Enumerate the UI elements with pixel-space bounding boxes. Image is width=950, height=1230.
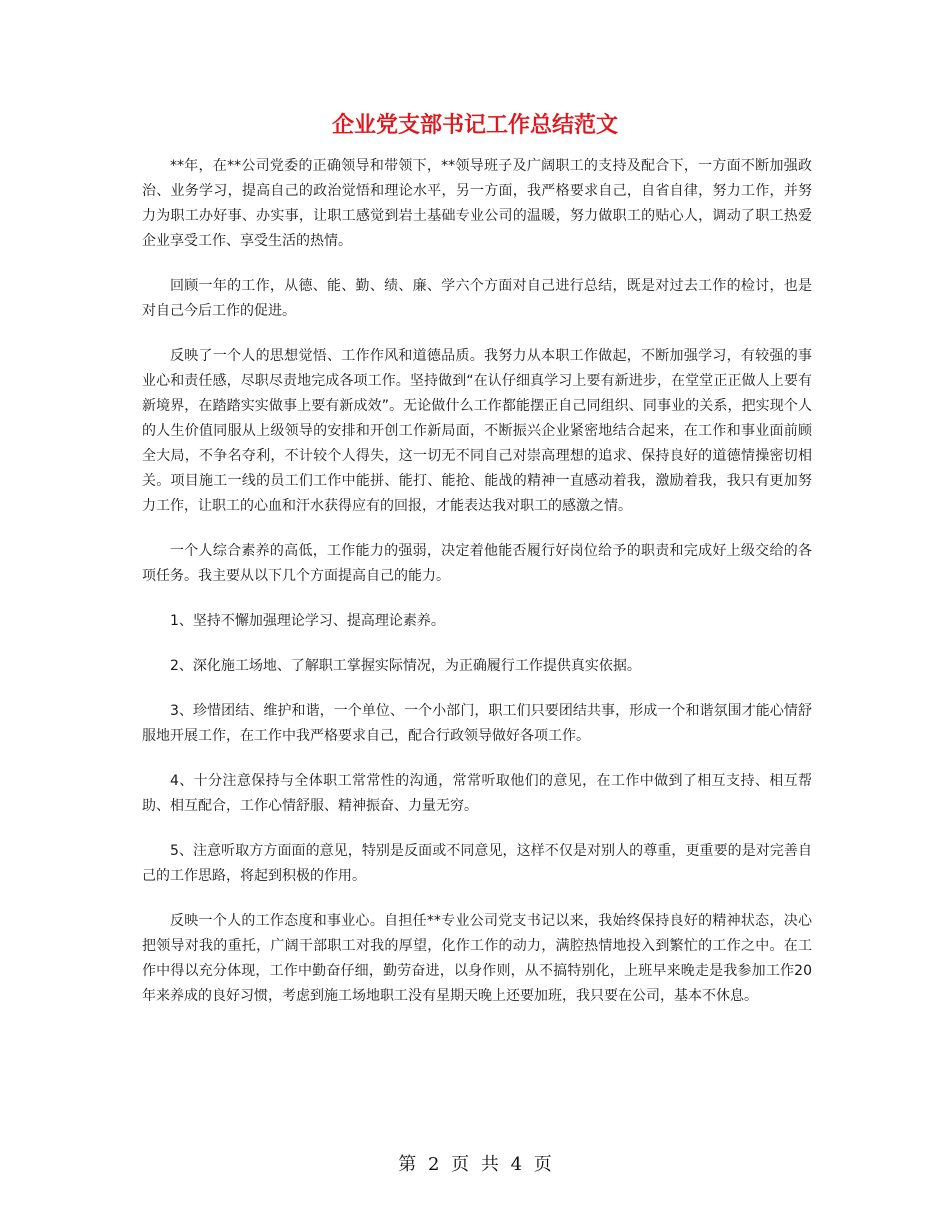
paragraph-review: 回顾一年的工作，从德、能、勤、绩、廉、学六个方面对自己进行总结，既是对过去工作的检讨，也是对自己今后工作的促进。 <box>142 278 812 319</box>
paragraph-ability: 一个人综合素养的高低，工作能力的强弱，决定着他能否履行好岗位给予的职责和完成好上级交给的各项任务。我主要从以下几个方面提高自己的能力。 <box>142 543 812 584</box>
list-item-4: 4、十分注意保持与全体职工常常性的沟通，常常听取他们的意见，在工作中做到了相互支持、相互帮助、相互配合，工作心情舒服、精神振奋、力量无穷。 <box>142 773 812 814</box>
list-item-3: 3、珍惜团结、维护和谐，一个单位、一个小部门，职工们只要团结共事，形成一个和谐氛围才能心情舒服地开展工作，在工作中我严格要求自己，配合行政领导做好各项工作。 <box>142 703 812 744</box>
paragraph-intro: **年，在**公司党委的正确领导和带领下，**领导班子及广阔职工的支持及配合下，一方面不断加强政治、业务学习，提高自己的政治觉悟和理论水平，另一方面，我严格要求自己，自省自律，努力工作，并努力为职工办好事、办实事，让职工感觉到岩土基础专业公司的温暖，努力做职工的贴心人，调动了职工热爱企业享受工作、享受生活的热情。 <box>142 158 812 249</box>
list-item-1: 1、坚持不懈加强理论学习、提高理论素养。 <box>170 613 445 629</box>
paragraph-diligence: 反映一个人的工作态度和事业心。自担任**专业公司党支书记以来，我始终保持良好的精神状态，决心把领导对我的重托，广阔干部职工对我的厚望，化作工作的动力，满腔热情地投入到繁忙的工作之中。在工作中得以充分体现，工作中勤奋仔细，勤劳奋进，以身作则，从不搞特别化，上班早来晚走是我参加工作20年来养成的良好习惯，考虑到施工场地职工没有星期天晚上还要加班，我只要在公司，基本不休息。 <box>142 913 812 1004</box>
document-body <box>142 154 812 1029</box>
list-item-5: 5、注意听取方方面面的意见，特别是反面或不同意见，这样不仅是对别人的尊重，更重要的是对完善自己的工作思路，将起到积极的作用。 <box>142 843 812 884</box>
page-number-footer: 第 2 页 共 4 页 <box>398 1154 552 1175</box>
page-title: 企业党支部书记工作总结范文 <box>331 112 618 138</box>
list-item-2: 2、深化施工场地、了解职工掌握实际情况，为正确履行工作提供真实依据。 <box>170 658 641 674</box>
paragraph-virtue: 反映了一个人的思想觉悟、工作作风和道德品质。我努力从本职工作做起，不断加强学习，有较强的事业心和责任感，尽职尽责地完成各项工作。坚持做到“在认仔细真学习上要有新进步，在堂堂正正做人上要有新境界，在踏踏实实做事上要有新成效”。无论做什么工作都能摆正自己同组织、同事业的关系，把实现个人的人生价值同服从上级领导的安排和开创工作新局面，不断振兴企业紧密地结合起来，在工作和事业面前顾全大局，不争名夺利，不计较个人得失，这一切无不同自己对崇高理想的追求、保持良好的道德情操密切相关。项目施工一线的员工们工作中能拼、能打、能抢、能战的精神一直感动着我，激励着我，我只有更加努力工作，让职工的心血和汗水获得应有的回报，才能表达我对职工的感激之情。 <box>142 348 812 514</box>
